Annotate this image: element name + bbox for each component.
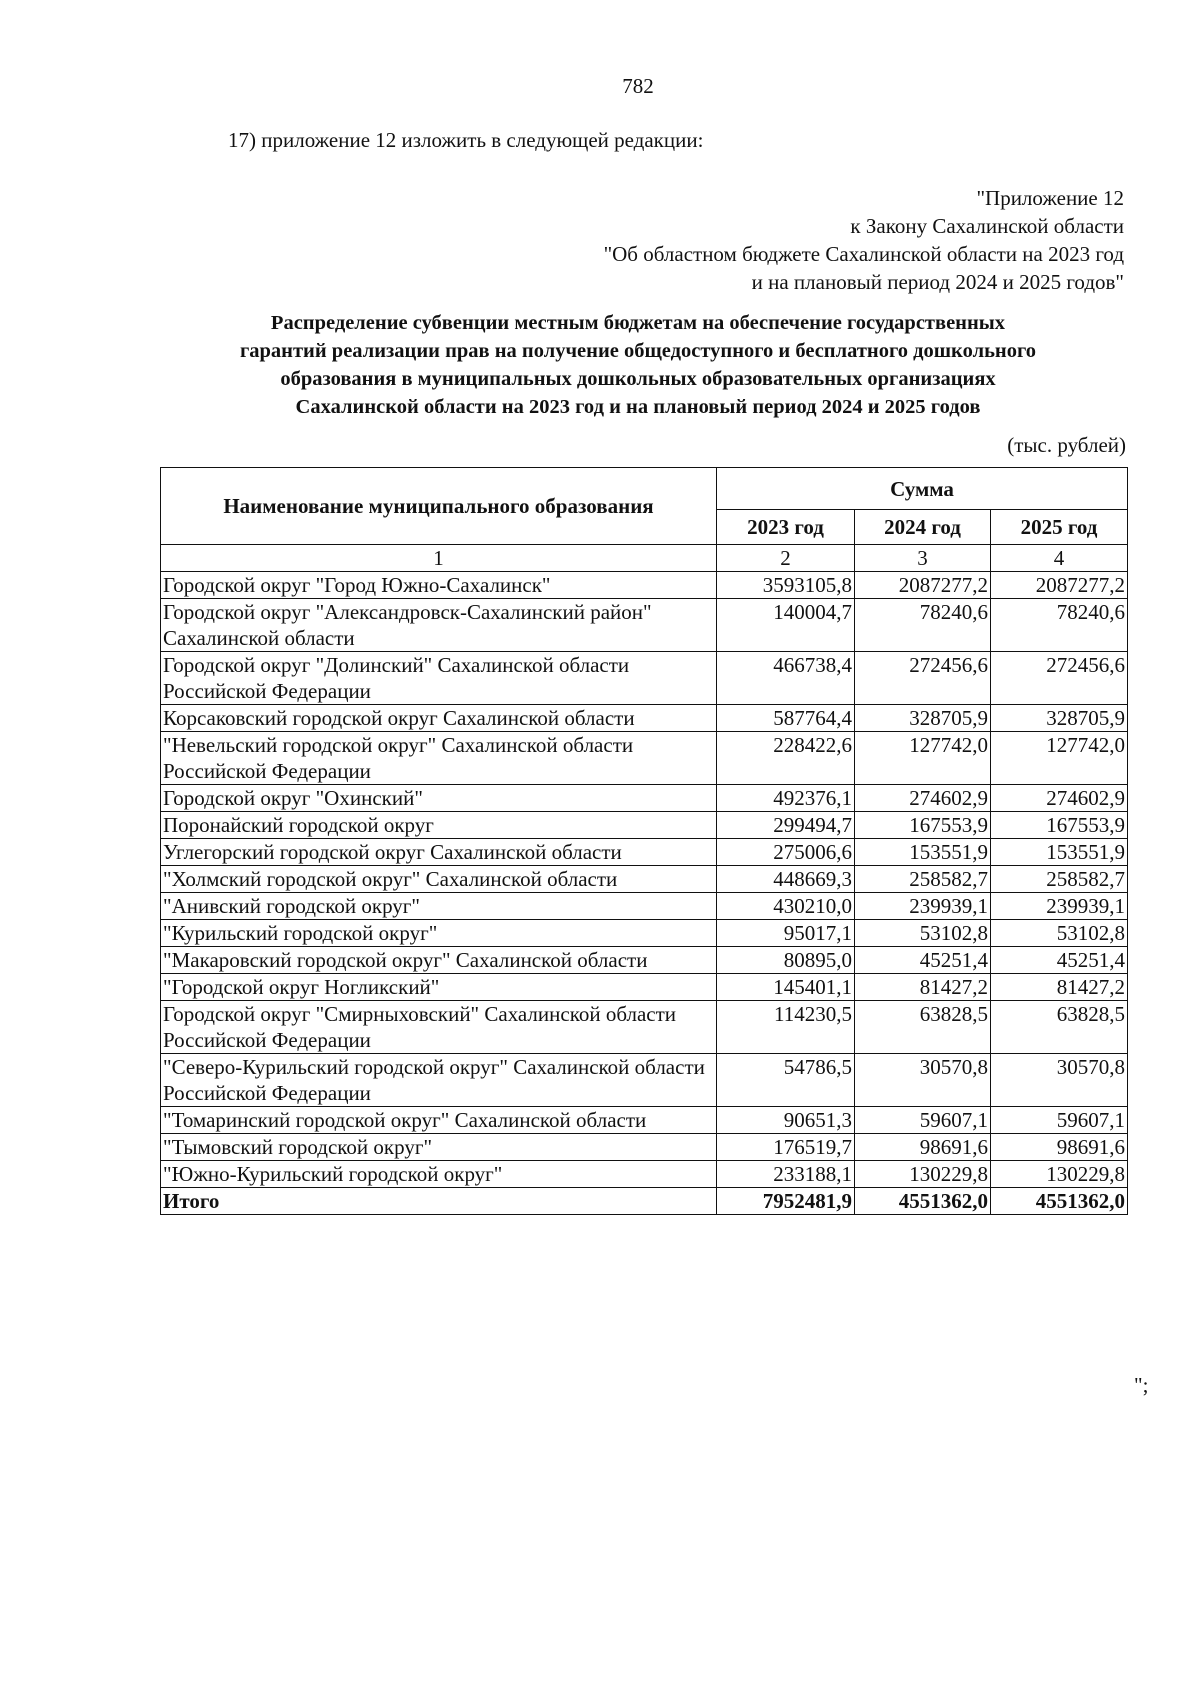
municipality-name: Городской округ "Город Южно-Сахалинск" xyxy=(161,572,717,599)
amount-2023: 3593105,8 xyxy=(717,572,855,599)
table-row xyxy=(161,947,1128,974)
amount-2024: 78240,6 xyxy=(855,599,991,652)
amount-2023: 299494,7 xyxy=(717,812,855,839)
table-row xyxy=(161,785,1128,812)
amount-2025: 239939,1 xyxy=(991,893,1128,920)
title-line: гарантий реализации прав на получение общедоступного и бесплатного дошкольного xyxy=(239,340,1037,362)
amount-2023: 54786,5 xyxy=(717,1054,855,1107)
amount-2025: 59607,1 xyxy=(991,1107,1128,1134)
amount-2025: 63828,5 xyxy=(991,1001,1128,1054)
amount-2025: 98691,6 xyxy=(991,1134,1128,1161)
amount-2023: 448669,3 xyxy=(717,866,855,893)
municipality-name: "Курильский городской округ" xyxy=(161,920,717,947)
column-number: 2 xyxy=(717,545,855,572)
municipality-name: "Анивский городской округ" xyxy=(161,893,717,920)
amount-2024: 127742,0 xyxy=(855,732,991,785)
title-line: образования в муниципальных дошкольных образовательных организациях xyxy=(280,368,996,390)
subvention-table xyxy=(160,467,1128,1215)
table-row xyxy=(161,1134,1128,1161)
amount-2025: 167553,9 xyxy=(991,812,1128,839)
amount-2023: 430210,0 xyxy=(717,893,855,920)
header-year-2023: 2023 год xyxy=(717,510,855,545)
amount-2024: 53102,8 xyxy=(855,920,991,947)
amount-2025: 328705,9 xyxy=(991,705,1128,732)
header-sum: Сумма xyxy=(717,468,1128,510)
total-row xyxy=(161,1188,1128,1215)
amount-2025: 2087277,2 xyxy=(991,572,1128,599)
amount-2025: 258582,7 xyxy=(991,866,1128,893)
table-row xyxy=(161,1054,1128,1107)
amount-2023: 492376,1 xyxy=(717,785,855,812)
amount-2025: 272456,6 xyxy=(991,652,1128,705)
title-line: Сахалинской области на 2023 год и на плановый период 2024 и 2025 годов xyxy=(295,396,981,418)
column-number: 4 xyxy=(991,545,1128,572)
annex-line: к Закону Сахалинской области xyxy=(850,214,1124,238)
amount-2023: 228422,6 xyxy=(717,732,855,785)
total-label: Итого xyxy=(161,1188,717,1215)
amount-2023: 233188,1 xyxy=(717,1161,855,1188)
table-row xyxy=(161,1001,1128,1054)
municipality-name: Углегорский городской округ Сахалинской области xyxy=(161,839,717,866)
table-row xyxy=(161,1161,1128,1188)
amount-2024: 63828,5 xyxy=(855,1001,991,1054)
table-row xyxy=(161,866,1128,893)
municipality-name: "Невельский городской округ" Сахалинской области Российской Федерации xyxy=(161,732,717,785)
closing-quote-mark: "; xyxy=(1134,1373,1149,1397)
amount-2025: 130229,8 xyxy=(991,1161,1128,1188)
table-row xyxy=(161,839,1128,866)
amount-2024: 30570,8 xyxy=(855,1054,991,1107)
municipality-name: "Тымовский городской округ" xyxy=(161,1134,717,1161)
table-row xyxy=(161,572,1128,599)
amount-2024: 98691,6 xyxy=(855,1134,991,1161)
header-year-2025: 2025 год xyxy=(991,510,1128,545)
annex-line: "Приложение 12 xyxy=(976,186,1124,210)
amount-2023: 145401,1 xyxy=(717,974,855,1001)
amount-2023: 95017,1 xyxy=(717,920,855,947)
units-label: (тыс. рублей) xyxy=(1007,433,1126,457)
amount-2023: 176519,7 xyxy=(717,1134,855,1161)
intro-paragraph: 17) приложение 12 изложить в следующей редакции: xyxy=(228,128,704,152)
municipality-name: Городской округ "Долинский" Сахалинской области Российской Федерации xyxy=(161,652,717,705)
table-row xyxy=(161,732,1128,785)
table-row xyxy=(161,652,1128,705)
amount-2024: 45251,4 xyxy=(855,947,991,974)
municipality-name: "Холмский городской округ" Сахалинской области xyxy=(161,866,717,893)
municipality-name: Городской округ "Охинский" xyxy=(161,785,717,812)
column-number: 3 xyxy=(855,545,991,572)
amount-2024: 2087277,2 xyxy=(855,572,991,599)
document-title xyxy=(150,309,1126,421)
amount-2024: 59607,1 xyxy=(855,1107,991,1134)
amount-2024: 239939,1 xyxy=(855,893,991,920)
table-row xyxy=(161,974,1128,1001)
amount-2023: 275006,6 xyxy=(717,839,855,866)
amount-2025: 78240,6 xyxy=(991,599,1128,652)
table-row xyxy=(161,812,1128,839)
amount-2024: 272456,6 xyxy=(855,652,991,705)
annex-header xyxy=(604,184,1124,296)
amount-2024: 81427,2 xyxy=(855,974,991,1001)
total-2025: 4551362,0 xyxy=(991,1188,1128,1215)
amount-2023: 587764,4 xyxy=(717,705,855,732)
amount-2024: 258582,7 xyxy=(855,866,991,893)
amount-2025: 53102,8 xyxy=(991,920,1128,947)
table-row xyxy=(161,1107,1128,1134)
header-year-2024: 2024 год xyxy=(855,510,991,545)
amount-2025: 274602,9 xyxy=(991,785,1128,812)
amount-2025: 45251,4 xyxy=(991,947,1128,974)
amount-2024: 328705,9 xyxy=(855,705,991,732)
municipality-name: Корсаковский городской округ Сахалинской области xyxy=(161,705,717,732)
amount-2023: 466738,4 xyxy=(717,652,855,705)
municipality-name: Городской округ "Александровск-Сахалинский район" Сахалинской области xyxy=(161,599,717,652)
municipality-name: "Макаровский городской округ" Сахалинской области xyxy=(161,947,717,974)
municipality-name: "Южно-Курильский городской округ" xyxy=(161,1161,717,1188)
amount-2023: 80895,0 xyxy=(717,947,855,974)
page-number: 782 xyxy=(622,74,654,98)
total-2023: 7952481,9 xyxy=(717,1188,855,1215)
municipality-name: Поронайский городской округ xyxy=(161,812,717,839)
title-line: Распределение субвенции местным бюджетам на обеспечение государственных xyxy=(270,312,1006,334)
table-row xyxy=(161,920,1128,947)
amount-2025: 81427,2 xyxy=(991,974,1128,1001)
annex-line: и на плановый период 2024 и 2025 годов" xyxy=(751,270,1124,294)
municipality-name: "Городской округ Ногликский" xyxy=(161,974,717,1001)
amount-2024: 130229,8 xyxy=(855,1161,991,1188)
amount-2025: 153551,9 xyxy=(991,839,1128,866)
table-row xyxy=(161,599,1128,652)
table-row xyxy=(161,893,1128,920)
table-row xyxy=(161,705,1128,732)
amount-2024: 167553,9 xyxy=(855,812,991,839)
amount-2023: 140004,7 xyxy=(717,599,855,652)
amount-2025: 127742,0 xyxy=(991,732,1128,785)
header-name: Наименование муниципального образования xyxy=(161,468,717,545)
municipality-name: Городской округ "Смирныховский" Сахалинской области Российской Федерации xyxy=(161,1001,717,1054)
amount-2023: 114230,5 xyxy=(717,1001,855,1054)
amount-2025: 30570,8 xyxy=(991,1054,1128,1107)
municipality-name: "Северо-Курильский городской округ" Сахалинской области Российской Федерации xyxy=(161,1054,717,1107)
amount-2024: 274602,9 xyxy=(855,785,991,812)
amount-2024: 153551,9 xyxy=(855,839,991,866)
amount-2023: 90651,3 xyxy=(717,1107,855,1134)
municipality-name: "Томаринский городской округ" Сахалинской области xyxy=(161,1107,717,1134)
annex-line: "Об областном бюджете Сахалинской области на 2023 год xyxy=(603,242,1124,266)
total-2024: 4551362,0 xyxy=(855,1188,991,1215)
column-number: 1 xyxy=(161,545,717,572)
